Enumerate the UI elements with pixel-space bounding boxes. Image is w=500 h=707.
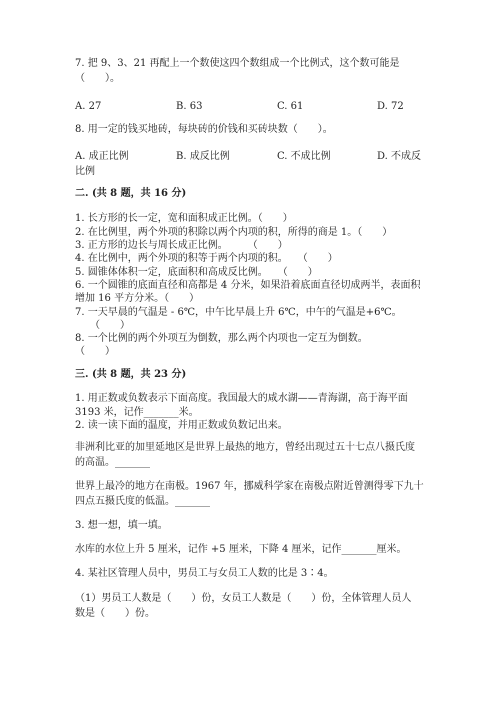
q8-option-d: D. 不成反 bbox=[377, 151, 422, 162]
q8-option-b: B. 成反比例 bbox=[176, 151, 230, 162]
s2-line: 1. 长方形的长一定，宽和面积成正比例。（ ） bbox=[75, 213, 293, 224]
s2-line: 增加 16 平方分米。（ ） bbox=[75, 293, 200, 304]
s3-q4-1: （1）男员工人数是（ ）份，女员工人数是（ ）份，全体管理人员人 bbox=[75, 593, 412, 604]
q7-option-a: A. 27 bbox=[75, 101, 102, 112]
s2-line: （ ） bbox=[75, 320, 130, 331]
s3-para1: 非洲利比亚的加里延地区是世界上最热的地方，曾经出现过五十七点八摄氏度 bbox=[75, 442, 415, 453]
q7-option-c: C. 61 bbox=[277, 101, 304, 112]
s3-q3: 3. 想一想，填一填。 bbox=[75, 520, 168, 531]
s2-line: （ ） bbox=[75, 346, 115, 357]
s3-para1-cont: 的高温。_______ bbox=[75, 457, 150, 468]
s3-water: 水库的水位上升 5 厘米，记作 +5 厘米，下降 4 厘米，记作_______厘米。 bbox=[75, 544, 407, 555]
q8-option-c: C. 不成比例 bbox=[277, 151, 331, 162]
s2-line: 2. 在比例里，两个外项的积除以两个内项的积，所得的商是 1。（ ） bbox=[75, 227, 393, 238]
q7-stem-cont: （ ）。 bbox=[75, 73, 120, 84]
q8-option-a: A. 成正比例 bbox=[75, 151, 129, 162]
s2-line: 7. 一天早晨的气温是 - 6℃，中午比早晨上升 6℃，中午的气温是+6℃。 bbox=[75, 307, 402, 318]
s2-line: 5. 圆锥体体积一定，底面积和高成反比例。 （ ） bbox=[75, 267, 318, 278]
section3-title: 三. (共 8 题，共 23 分) bbox=[75, 369, 187, 380]
s3-para2-cont: 四点五摄氏度的低温。_______ bbox=[75, 496, 210, 507]
s3-para2: 世界上最冷的地方在南极。1967 年，挪威科学家在南极点附近曾测得零下九十 bbox=[75, 481, 424, 492]
s2-line: 6. 一个圆锥的底面直径和高都是 4 分米，如果沿着底面直径切成两半，表面积 bbox=[75, 280, 421, 291]
s3-q2: 2. 读一读下面的温度，并用正数或负数记出来。 bbox=[75, 420, 288, 431]
s2-line: 3. 正方形的边长与周长成正比例。 （ ） bbox=[75, 240, 288, 251]
s3-q4-1-cont: 数是（ ）份。 bbox=[75, 608, 155, 619]
s3-q1: 1. 用正数或负数表示下面高度。我国最大的咸水湖——青海湖，高于海平面 bbox=[75, 393, 408, 404]
q7-option-d: D. 72 bbox=[377, 101, 404, 112]
q8-option-d-cont: 比例 bbox=[75, 166, 95, 177]
s3-q1-cont: 3193 米，记作_______米。 bbox=[75, 407, 199, 418]
q7-stem: 7. 把 9、3、21 再配上一个数使这四个数组成一个比例式，这个数可能是 bbox=[75, 58, 400, 69]
s2-line: 4. 在比例中，两个外项的积等于两个内项的积。 （ ） bbox=[75, 253, 338, 264]
s2-line: 8. 一个比例的两个外项互为倒数，那么两个内项也一定互为倒数。 bbox=[75, 333, 368, 344]
s3-q4: 4. 某社区管理人员中，男员工与女员工人数的比是 3∶4。 bbox=[75, 568, 334, 579]
q8-stem: 8. 用一定的钱买地砖，每块砖的价钱和买砖块数（ ）。 bbox=[75, 124, 333, 135]
q7-option-b: B. 63 bbox=[176, 101, 203, 112]
section2-title: 二. (共 8 题，共 16 分) bbox=[75, 188, 187, 199]
